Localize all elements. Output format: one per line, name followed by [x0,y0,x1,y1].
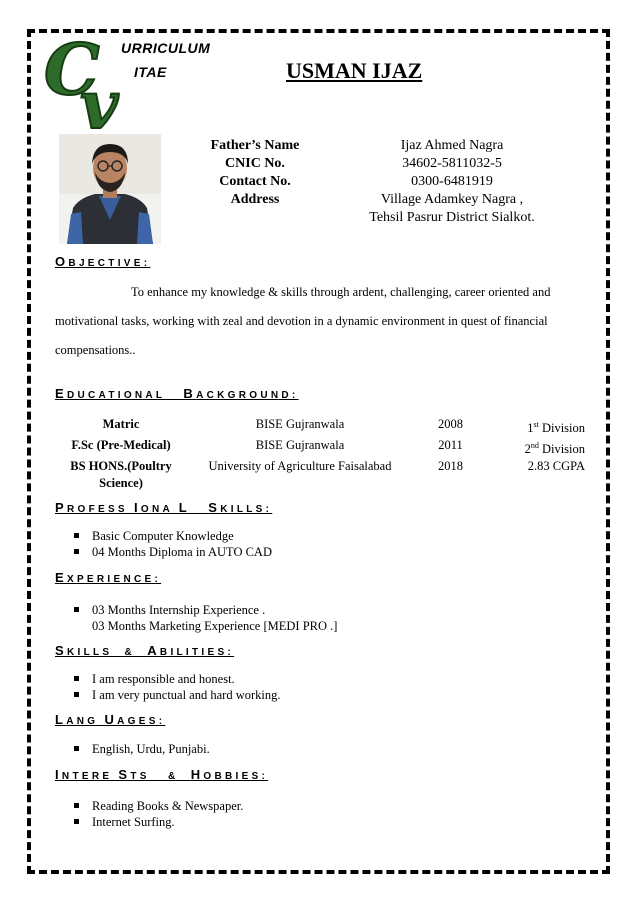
edu-year: 2018 [438,459,463,474]
list-item: Reading Books & Newspaper. [73,798,243,814]
heading-interests-hobbies: INTERE STS & HOBBIES: [55,767,269,782]
heading-experience: EXPERIENCE: [55,570,162,585]
list-item: 03 Months Marketing Experience [MEDI PRO .] [92,619,338,633]
list-item: I am responsible and honest. [73,671,280,687]
value-address-line2: Tehsil Pasrur District Sialkot. [369,210,535,225]
education-table [55,416,585,492]
value-cnic: 34602-5811032-5 [402,156,502,171]
edu-result: 2nd Division [524,441,585,457]
svg-text:C: C [44,32,100,111]
table-row [55,458,585,492]
profile-photo [59,134,161,244]
experience-list [73,602,337,634]
professional-skills-list [73,528,272,560]
list-item: English, Urdu, Punjabi. [73,741,210,757]
edu-result: 2.83 CGPA [527,459,585,474]
abilities-list [73,671,280,703]
label-cnic: CNIC No. [225,156,285,171]
languages-list [73,741,210,757]
label-address: Address [230,192,280,207]
personal-labels [180,137,330,209]
list-item: Internet Surfing. [73,814,243,830]
edu-result: 1st Division [527,420,585,436]
edu-year: 2008 [438,417,463,431]
value-fathers-name: Ijaz Ahmed Nagra [400,138,504,153]
personal-values [352,137,552,227]
interests-list [73,798,243,830]
edu-institute: BISE Gujranwala [255,438,345,453]
candidate-name: USMAN IJAZ [286,58,423,83]
list-item: Basic Computer Knowledge [73,528,272,544]
heading-professional-skills: PROFESS IONA L SKILLS: [55,500,273,515]
edu-degree: F.Sc (Pre-Medical) [71,438,171,453]
objective-text [55,278,565,365]
value-address-line1: Village Adamkey Nagra , [380,192,524,207]
edu-institute: University of Agriculture Faisalabad [208,459,392,474]
objective-line-1: To enhance my knowledge & skills through ardent, challenging, career oriented and [131,285,551,299]
edu-year: 2011 [438,438,463,453]
value-contact: 0300-6481919 [411,174,493,189]
table-row [55,416,585,437]
list-item: 04 Months Diploma in AUTO CAD [73,544,272,560]
svg-text:v: v [80,66,119,132]
objective-line-2: motivational tasks, working with zeal and devotion in a dynamic environment in quest of financial [55,314,548,328]
heading-skills-abilities: SKILLS & ABILITIES: [55,643,235,658]
logo-word-vitae: ITAE [134,64,167,80]
table-row [55,437,585,458]
edu-degree: Matric [102,417,140,431]
edu-institute: BISE Gujranwala [255,417,345,431]
list-item: 03 Months Internship Experience . [73,602,337,618]
heading-education: EDUCATIONAL BACKGROUND: [55,386,299,401]
label-fathers-name: Father’s Name [210,138,300,153]
heading-objective: OBJECTIVE: [55,254,151,269]
list-item: I am very punctual and hard working. [73,687,280,703]
edu-degree: BS HONS.(Poultry Science) [70,459,172,491]
heading-languages: LANG UAGES: [55,712,166,727]
logo-word-curriculum: URRICULUM [121,40,211,56]
objective-line-3: compensations.. [55,343,136,357]
label-contact: Contact No. [219,174,291,189]
